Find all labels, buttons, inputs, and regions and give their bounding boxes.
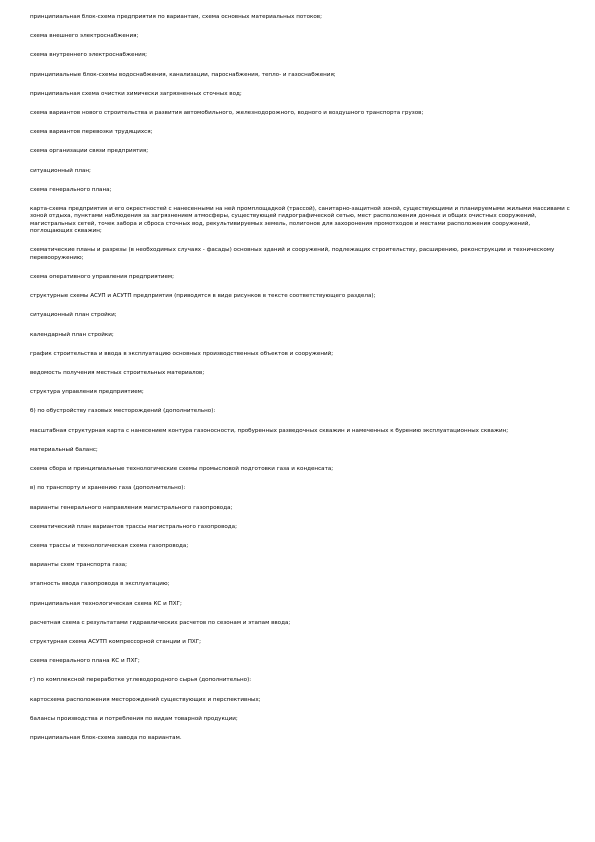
list-item: структура управления предприятием; (30, 389, 144, 396)
list-item: схематический план вариантов трассы магистрального газопровода; (30, 523, 237, 530)
list-item: г) по комплексной переработке углеводородного сырья (дополнительно): (30, 677, 252, 684)
document-body (30, 14, 570, 754)
list-item: этапность ввода газопровода в эксплуатацию; (30, 581, 170, 588)
list-item: варианты схем транспорта газа; (30, 562, 127, 569)
list-item: в) по транспорту и хранению газа (дополнительно): (30, 485, 186, 492)
list-item: схема оперативного управления предприятием; (30, 274, 175, 281)
list-item: структурная схема АСУТП компрессорной станции и ПХГ; (30, 638, 202, 645)
list-item: схема вариантов нового строительства и развития автомобильного, железнодорожного, водного и воздушного транспорта грузов; (30, 110, 424, 117)
list-item: схема внешнего электроснабжения; (30, 33, 139, 40)
list-item: принципиальная схема очистки химически загрязненных сточных вод; (30, 90, 242, 97)
list-item: график строительства и ввода в эксплуатацию основных производственных объектов и сооружений; (30, 350, 334, 357)
list-item: принципиальные блок-схемы водоснабжения, канализации, пароснабжения, тепло- и газоснабжения; (30, 71, 336, 78)
list-item: календарный план стройки; (30, 331, 114, 338)
list-item: схема организации связи предприятия; (30, 148, 149, 155)
list-item: карта-схема предприятия и его окрестностей с нанесенными на ней промплощадкой (трассой), санитарно-защитной зоной, существующими и планируемыми жилыми массивами с зоной отдыха, пунктами наблюдения за загрязнением атмосферы, существующей гидрографической сетью, мест расположения донных и общих очистных сооружений, магистральных сетей, точек забора и сброса сточных вод, рекультивируемых земель, полигонов для захоронения промотходов и местами расположения сооружений, поглощающих скважин; (30, 206, 570, 235)
list-item: принципиальная блок-схема завода по вариантам. (30, 734, 182, 741)
list-item: схема сбора и принципиальные технологические схемы промысловой подготовки газа и конденсата; (30, 466, 334, 473)
list-item: схема внутреннего электроснабжения; (30, 52, 147, 59)
list-item: схема трассы и технологическая схема газопровода; (30, 542, 189, 549)
list-item: расчетная схема с результатами гидравлических расчетов по сезонам и этапам ввода; (30, 619, 291, 626)
list-item: схема генерального плана КС и ПХГ; (30, 658, 140, 665)
list-item: схематические планы и разрезы (в необходимых случаях - фасады) основных зданий и сооружений, подлежащих строительству, расширению, реконструкции и техническому перевооружению; (30, 247, 555, 261)
list-item: б) по обустройству газовых месторождений (дополнительно): (30, 408, 216, 415)
list-item: варианты генерального направления магистрального газопровода; (30, 504, 233, 511)
list-item: принципиальная блок-схема предприятия по вариантам, схема основных материальных потоков; (30, 14, 322, 20)
list-item: ситуационный план стройки; (30, 312, 117, 319)
list-item: схема вариантов перевозки трудящихся; (30, 129, 153, 136)
list-item: картосхема расположения месторождений существующих и перспективных; (30, 696, 261, 703)
list-item: ситуационный план; (30, 167, 91, 174)
list-item: схема генерального плана; (30, 186, 112, 193)
list-item: масштабная структурная карта с нанесением контура газоносности, пробуренных разведочных скважин и намеченных к бурению эксплуатационных скважин; (30, 427, 509, 434)
list-item: балансы производства и потребления по видам товарной продукции; (30, 715, 238, 722)
list-item: принципиальная технологическая схема КС и ПХГ; (30, 600, 182, 607)
list-item: ведомость получения местных строительных материалов; (30, 370, 205, 377)
list-item: структурные схемы АСУП и АСУТП предприятия (приводятся в виде рисунков в тексте соответствующего раздела); (30, 293, 376, 300)
list-item: материальный баланс; (30, 446, 98, 453)
